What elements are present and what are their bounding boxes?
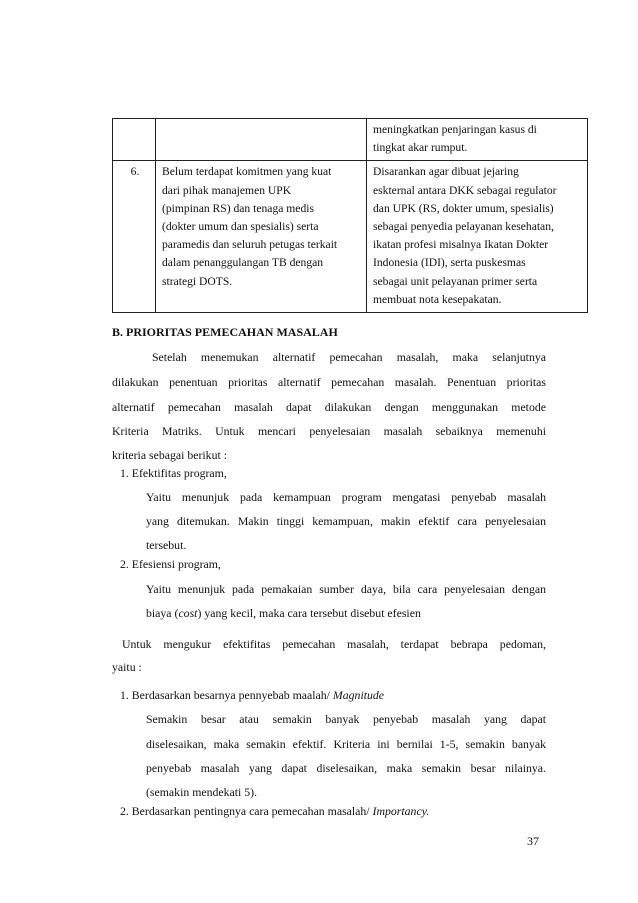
- paragraph-line: Setelah menemukan alternatif pemecahan masalah, maka selanjutnya: [152, 350, 546, 364]
- cell-line: (pimpinan RS) dan tenaga medis: [162, 201, 314, 215]
- solution-cell: [367, 119, 588, 161]
- paragraph-line: Untuk mengukur efektifitas pemecahan masalah, terdapat bebrapa pedoman,: [122, 637, 546, 651]
- cell-line: ikatan profesi misalnya Ikatan Dokter: [373, 238, 549, 252]
- problem-cell: [156, 119, 367, 161]
- solution-table: [112, 118, 588, 313]
- table-row: [113, 161, 588, 313]
- list-item-line: tersebut.: [146, 538, 187, 552]
- text-run: 1. Berdasarkan besarnya pennyebab maalah/: [120, 688, 333, 702]
- cell-line: dari pihak manajemen UPK: [162, 183, 292, 197]
- list-item-line: Semakin besar atau semakin banyak penyebab masalah yang dapat: [146, 712, 546, 726]
- list-item-line: Yaitu menunjuk pada kemampuan program mengatasi penyebab masalah: [146, 490, 546, 504]
- list-item-title: 1. Efektifitas program,: [120, 466, 227, 480]
- solution-cell: [367, 161, 588, 313]
- list-item-title: [120, 804, 429, 819]
- list-item-line: diselesaikan, maka semakin efektif. Kriteria ini bernilai 1-5, semakin banyak: [146, 737, 546, 751]
- cell-line: (dokter umum dan spesialis) serta: [162, 220, 319, 234]
- italic-term: cost: [178, 606, 198, 620]
- cell-line: strategi DOTS.: [162, 274, 233, 288]
- text-run: biaya (: [146, 606, 179, 620]
- paragraph-line: yaitu :: [112, 660, 142, 674]
- cell-line: Disarankan agar dibuat jejaring: [373, 165, 519, 179]
- cell-line: eskternal antara DKK sebagai regulator: [373, 183, 557, 197]
- italic-term: Magnitude: [332, 688, 385, 702]
- paragraph-line: kriteria sebagai berikut :: [112, 448, 227, 462]
- cell-line: dan UPK (RS, dokter umum, spesialis): [373, 201, 554, 215]
- row-number: [113, 119, 156, 161]
- cell-line: sebagai penyedia pelayanan kesehatan,: [373, 220, 554, 234]
- text-run: 2. Berdasarkan pentingnya cara pemecahan masalah/: [120, 804, 373, 818]
- cell-line: tingkat akar rumput.: [373, 141, 468, 155]
- list-item-line: yang ditemukan. Makin tinggi kemampuan, makin efektif cara penyelesaian: [146, 514, 546, 528]
- italic-term: Importancy.: [372, 804, 430, 818]
- paragraph-line: dilakukan penentuan prioritas alternatif pemecahan masalah. Penentuan prioritas: [112, 375, 546, 389]
- list-item-line: (semakin mendekati 5).: [146, 785, 258, 799]
- row-number: 6.: [113, 161, 156, 313]
- paragraph-line: Kriteria Matriks. Untuk mencari penyelesaian masalah sebaiknya memenuhi: [112, 424, 546, 438]
- page-number: 37: [527, 834, 539, 848]
- paragraph-line: alternatif pemecahan masalah dapat dilakukan dengan menggunakan metode: [112, 400, 546, 414]
- cell-line: dalam penanggulangan TB dengan: [162, 256, 324, 270]
- cell-line: paramedis dan seluruh petugas terkait: [162, 238, 338, 252]
- list-item-title: 2. Efesiensi program,: [120, 557, 221, 571]
- section-heading: B. PRIORITAS PEMECAHAN MASALAH: [112, 325, 338, 339]
- text-run: ) yang kecil, maka cara tersebut disebut efesien: [197, 606, 421, 620]
- cell-line: membuat nota kesepakatan.: [373, 292, 502, 306]
- list-item-title: [120, 688, 384, 703]
- list-item-line: [146, 606, 421, 621]
- cell-line: sebagai unit pelayanan primer serta: [373, 274, 538, 288]
- cell-line: meningkatkan penjaringan kasus di: [373, 123, 537, 136]
- problem-cell: [156, 161, 367, 313]
- table-row: [113, 119, 588, 161]
- list-item-line: Yaitu menunjuk pada pemakaian sumber daya, bila cara penyelesaian dengan: [146, 582, 546, 596]
- list-item-line: penyebab masalah yang dapat diselesaikan, maka semakin besar nilainya.: [146, 761, 546, 775]
- cell-line: Indonesia (IDI), serta puskesmas: [373, 256, 526, 270]
- cell-line: Belum terdapat komitmen yang kuat: [162, 165, 332, 179]
